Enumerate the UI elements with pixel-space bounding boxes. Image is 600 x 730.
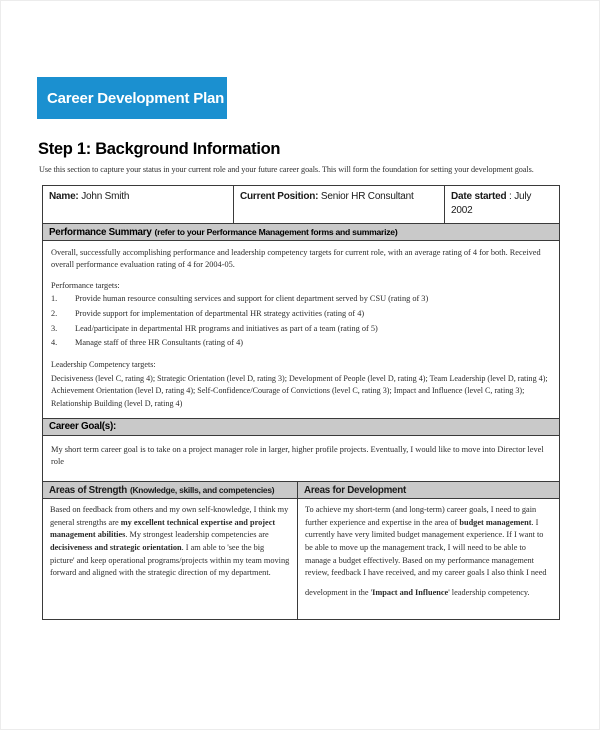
- competency-targets-text: Decisiveness (level C, rating 4); Strategic Orientation (level D, rating 3); Development of People (level D, rating 4); Team Leadership (level D, rating 4); Achievement Orientation (level D, rating 4); Self-Confidence/Courage of Convictions (level C, rating 3); Impact and Influence (level C, rating 3); Relationship Building (level D, rating 4): [51, 374, 548, 408]
- target-text: Manage staff of three HR Consultants (rating of 4): [75, 338, 244, 348]
- performance-summary-header: [43, 224, 559, 241]
- areas-of-strength-body: [43, 499, 298, 619]
- name-value: John Smith: [81, 191, 130, 202]
- position-value: Senior HR Consultant: [320, 191, 414, 202]
- name-cell: [43, 186, 234, 223]
- two-column-body-row: [43, 499, 559, 619]
- document-title: Career Development Plan: [47, 89, 225, 107]
- name-label: Name:: [49, 191, 79, 202]
- development-part4: ' leadership competency.: [448, 587, 530, 597]
- development-part3: development in the ': [305, 587, 373, 597]
- target-number: 1.: [51, 294, 58, 304]
- step-heading: Step 1: Background Information: [38, 140, 281, 158]
- areas-of-strength-header: [43, 482, 298, 499]
- target-text: Lead/participate in departmental HR programs and initiatives as part of a team (rating of 5): [75, 323, 378, 333]
- performance-targets-list: [51, 294, 551, 349]
- career-goals-header: Career Goal(s):: [43, 419, 559, 436]
- date-started-cell: [445, 186, 559, 223]
- title-banner: [37, 77, 227, 119]
- areas-for-development-body: [298, 499, 559, 619]
- target-number: 3.: [51, 323, 58, 333]
- target-text: Provide support for implementation of departmental HR strategy activities (rating of 4): [75, 308, 365, 318]
- background-information-table: [42, 185, 560, 620]
- performance-summary-body: [43, 241, 559, 419]
- target-number: 2.: [51, 308, 58, 318]
- development-paragraph-1: [305, 504, 552, 580]
- date-started-value: : July 2002: [451, 191, 532, 216]
- areas-of-strength-subtitle: (Knowledge, skills, and competencies): [129, 485, 275, 496]
- performance-overview: Overall, successfully accomplishing performance and leadership competency targets for current role, with an average rating of 4 for both. Received overall performance evaluation rating of 4 for 2004-05.: [51, 248, 541, 270]
- strengths-bold1: my excellent technical expertise and project management abilities: [50, 517, 276, 540]
- performance-summary-title: Performance Summary: [49, 226, 152, 238]
- target-text: Provide human resource consulting services and support for client department served by CSU (rating of 3): [75, 294, 429, 304]
- strengths-part1: Based on feedback from others and my own self-knowledge, I think my general strengths are: [50, 505, 289, 527]
- target-number: 4.: [51, 338, 58, 348]
- list-item: [51, 294, 551, 305]
- development-paragraph-2: [305, 587, 552, 600]
- two-column-header-row: [43, 482, 559, 499]
- competency-targets-label: Leadership Competency targets:: [51, 360, 156, 370]
- identity-row: [43, 186, 559, 224]
- strengths-paragraph: [50, 504, 290, 580]
- development-bold1: budget management: [459, 517, 532, 527]
- position-label: Current Position:: [240, 191, 319, 202]
- development-part1: To achieve my short-term (and long-term) career goals, I need to gain further experience and expertise in the area of: [305, 505, 537, 527]
- performance-summary-subtitle: (refer to your Performance Management forms and summarize): [154, 227, 398, 237]
- date-started-label: Date started: [451, 191, 507, 202]
- position-cell: [234, 186, 445, 223]
- list-item: [51, 309, 551, 320]
- development-bold2: Impact and Influence: [372, 587, 449, 597]
- areas-of-strength-title: Areas of Strength: [49, 484, 127, 496]
- strengths-part2: . My strongest leadership competencies are: [125, 530, 269, 540]
- strengths-part3: . I am able to 'see the big picture' and keep operational programs/projects within my team moving forward and aligned with the strategic direction of my department.: [50, 543, 290, 578]
- performance-targets-label: Performance targets:: [51, 281, 120, 291]
- strengths-bold2: decisiveness and strategic orientation: [50, 543, 182, 553]
- career-goals-body: My short term career goal is to take on a project manager role in larger, higher profile projects. Eventually, I would like to move into Director level role: [43, 436, 559, 483]
- step-intro-text: Use this section to capture your status in your current role and your future career goals. This will form the foundation for setting your development goals.: [39, 165, 534, 174]
- areas-for-development-header: Areas for Development: [298, 482, 559, 499]
- development-part2: . I currently have very limited budget management experience. If I want to be able to move up the management track, I will need to be able to manage a budget effectively. Based on my performance management review, feedback I have received, and my career goals I also think I need: [305, 517, 547, 578]
- list-item: [51, 324, 551, 335]
- list-item: [51, 338, 551, 349]
